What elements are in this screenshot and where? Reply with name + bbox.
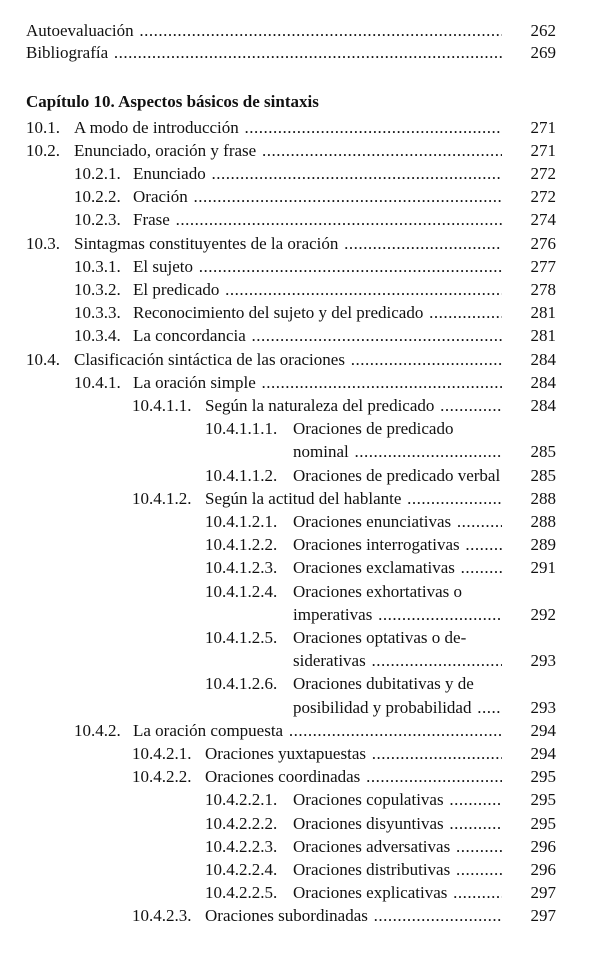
toc-entry-title: Oraciones disyuntivas ..... (293, 813, 502, 836)
toc-page-number: 296 (530, 859, 556, 879)
toc-entry-title-continued: imperativas ..... (293, 604, 502, 627)
toc-page-number: 297 (530, 906, 556, 926)
toc-entry (0, 488, 600, 511)
toc-page-number: 284 (530, 395, 556, 415)
toc-entry (0, 302, 600, 325)
toc-entry-continuation (0, 650, 600, 673)
toc-page-number: 294 (530, 743, 556, 763)
toc-entry-title: Enunciado ..... (133, 163, 502, 186)
toc-entry-title: Oraciones copulativas ..... (293, 789, 502, 812)
toc-entry-title: Oraciones distributivas ..... (293, 859, 502, 882)
toc-page-number: 296 (530, 836, 556, 856)
toc-page-number: 289 (530, 535, 556, 555)
toc-entry (0, 534, 600, 557)
toc-entry-title: Reconocimiento del sujeto y del predicado ..... (133, 302, 502, 325)
toc-entry-title: Oraciones optativas o de- (293, 627, 467, 647)
toc-entry-number: 10.4.1.2.6. (205, 674, 278, 694)
toc-page-number: 288 (530, 488, 556, 508)
toc-entry-title (26, 20, 502, 43)
toc-entry-continuation (0, 604, 600, 627)
toc-entry-title: La oración simple ..... (133, 372, 502, 395)
toc-entry-number: 10.1. (26, 117, 60, 137)
toc-entry-number: 10.4.1.2. (132, 488, 192, 508)
chapter-heading: Capítulo 10. Aspectos básicos de sintaxis (26, 92, 319, 111)
toc-page-number: 271 (530, 140, 556, 160)
toc-page-number: 293 (530, 697, 556, 717)
toc-page-number: 285 (530, 442, 556, 462)
toc-page-number: 262 (530, 21, 556, 40)
toc-entry-title: Oraciones de predicado (293, 419, 454, 439)
toc-entry-title (26, 42, 502, 65)
toc-entry-number: 10.2.1. (74, 163, 121, 183)
toc-entry-number: 10.4.2.2.3. (205, 836, 278, 856)
toc-page-number: 281 (530, 326, 556, 346)
toc-entry-number: 10.4.2.2. (132, 767, 192, 787)
toc-entry-number: 10.3.4. (74, 326, 121, 346)
toc-entry (0, 186, 600, 209)
toc-entry-number: 10.4.2.2.2. (205, 813, 278, 833)
toc-entry-number: 10.4.2.1. (132, 743, 192, 763)
toc-entry (0, 279, 600, 302)
toc-entry-title-continued: nominal ..... (293, 441, 502, 464)
toc-page-number: 281 (530, 303, 556, 323)
toc-entry-text: Bibliografía (26, 43, 109, 62)
toc-entry-title: Oraciones exclamativas ..... (293, 557, 502, 580)
toc-entry-title-continued: posibilidad y probabilidad ..... (293, 697, 502, 720)
toc-entry (0, 813, 600, 836)
toc-entry (0, 395, 600, 418)
toc-entry-number: 10.2. (26, 140, 60, 160)
toc-entry (0, 882, 600, 905)
toc-entry-title: Oraciones coordinadas ..... (205, 766, 502, 789)
toc-entry-number: 10.4.2.2.4. (205, 859, 278, 879)
toc-entry (0, 511, 600, 534)
toc-entry-title: Oraciones adversativas ..... (293, 836, 502, 859)
toc-entry-number: 10.4.1.1. (132, 395, 192, 415)
toc-page-number: 295 (530, 790, 556, 810)
toc-entry-number: 10.4.1.2.5. (205, 627, 278, 647)
toc-entry-number: 10.4.1.2.4. (205, 581, 278, 601)
toc-entry (0, 140, 600, 163)
toc-entry-title: Oraciones explicativas ..... (293, 882, 502, 905)
toc-entry-number: 10.4.1. (74, 372, 121, 392)
toc-entry-text: Autoevaluación (26, 21, 134, 40)
toc-entry-title: Oraciones de predicado verbal ..... (293, 465, 502, 488)
toc-entry-autoevaluacion (0, 20, 600, 43)
toc-entry-title: Enunciado, oración y frase ..... (74, 140, 502, 163)
toc-entry (0, 836, 600, 859)
toc-entry-number: 10.4.2.3. (132, 906, 192, 926)
toc-entry (0, 581, 600, 604)
toc-entry (0, 418, 600, 441)
toc-entry-title: Según la naturaleza del predicado ..... (205, 395, 502, 418)
toc-entry-number: 10.3. (26, 233, 60, 253)
toc-page-number: 291 (530, 558, 556, 578)
toc-page-number: 269 (530, 43, 556, 62)
toc-entry-number: 10.4.1.1.1. (205, 419, 278, 439)
toc-entry (0, 465, 600, 488)
toc-page-number: 295 (530, 813, 556, 833)
toc-entry (0, 673, 600, 696)
toc-entry-number: 10.3.3. (74, 303, 121, 323)
toc-entry-title: Oración ..... (133, 186, 502, 209)
toc-entry-number: 10.4.1.2.1. (205, 511, 278, 531)
toc-page-number: 274 (530, 210, 556, 230)
toc-entry (0, 163, 600, 186)
toc-entry (0, 789, 600, 812)
toc-entry (0, 349, 600, 372)
toc-entry-title-continued: siderativas ..... (293, 650, 502, 673)
toc-entry-number: 10.4.2.2.1. (205, 790, 278, 810)
toc-entry (0, 720, 600, 743)
toc-entry (0, 209, 600, 232)
toc-entry-bibliografia (0, 42, 600, 65)
toc-entry-title: Oraciones exhortativas o (293, 581, 462, 601)
toc-entry (0, 627, 600, 650)
toc-entry-title: La oración compuesta ..... (133, 720, 502, 743)
toc-page-number: 271 (530, 117, 556, 137)
toc-entry-number: 10.4.1.2.2. (205, 535, 278, 555)
toc-page-number: 284 (530, 349, 556, 369)
toc-page-number: 278 (530, 279, 556, 299)
toc-entry-number: 10.4.1.2.3. (205, 558, 278, 578)
toc-page-number: 272 (530, 163, 556, 183)
toc-entry (0, 905, 600, 928)
toc-entry-title: La concordancia ..... (133, 325, 502, 348)
toc-page-number: 285 (530, 465, 556, 485)
toc-entry-number: 10.3.2. (74, 279, 121, 299)
toc-entry-title: A modo de introducción ..... (74, 117, 502, 140)
toc-page-number: 292 (530, 604, 556, 624)
toc-entry (0, 372, 600, 395)
toc-entry-number: 10.4.1.1.2. (205, 465, 278, 485)
toc-page-number: 272 (530, 187, 556, 207)
toc-entry-number: 10.2.3. (74, 210, 121, 230)
toc-entry-number: 10.4.2.2.5. (205, 883, 278, 903)
toc-page-number: 294 (530, 720, 556, 740)
toc-entry-title: El sujeto ..... (133, 256, 502, 279)
toc-entry (0, 233, 600, 256)
toc-page-number: 284 (530, 372, 556, 392)
toc-entry (0, 859, 600, 882)
toc-page-number: 288 (530, 511, 556, 531)
toc-entry-title: Oraciones subordinadas ..... (205, 905, 502, 928)
toc-entry-title: El predicado ..... (133, 279, 502, 302)
toc-page-number: 277 (530, 256, 556, 276)
toc-entry-continuation (0, 697, 600, 720)
toc-entry (0, 766, 600, 789)
toc-entry (0, 325, 600, 348)
toc-page-number: 295 (530, 767, 556, 787)
toc-entry-title: Sintagmas constituyentes de la oración ..... (74, 233, 502, 256)
toc-entry-title: Clasificación sintáctica de las oraciones ..... (74, 349, 502, 372)
toc-entry-title: Oraciones dubitativas y de (293, 674, 474, 694)
toc-entry (0, 256, 600, 279)
toc-entry-number: 10.2.2. (74, 187, 121, 207)
toc-entry (0, 743, 600, 766)
toc-entry-number: 10.4. (26, 349, 60, 369)
toc-entry-number: 10.3.1. (74, 256, 121, 276)
toc-entry-title: Oraciones yuxtapuestas ..... (205, 743, 502, 766)
toc-entry-title: Oraciones interrogativas ..... (293, 534, 502, 557)
toc-entry (0, 117, 600, 140)
toc-page-number: 293 (530, 651, 556, 671)
toc-page-number: 297 (530, 883, 556, 903)
toc-entry-number: 10.4.2. (74, 720, 121, 740)
toc-entry-continuation (0, 441, 600, 464)
toc-entry-title: Según la actitud del hablante ..... (205, 488, 502, 511)
toc-entry (0, 557, 600, 580)
toc-page-number: 276 (530, 233, 556, 253)
toc-entry-title: Frase ..... (133, 209, 502, 232)
toc-entry-title: Oraciones enunciativas ..... (293, 511, 502, 534)
